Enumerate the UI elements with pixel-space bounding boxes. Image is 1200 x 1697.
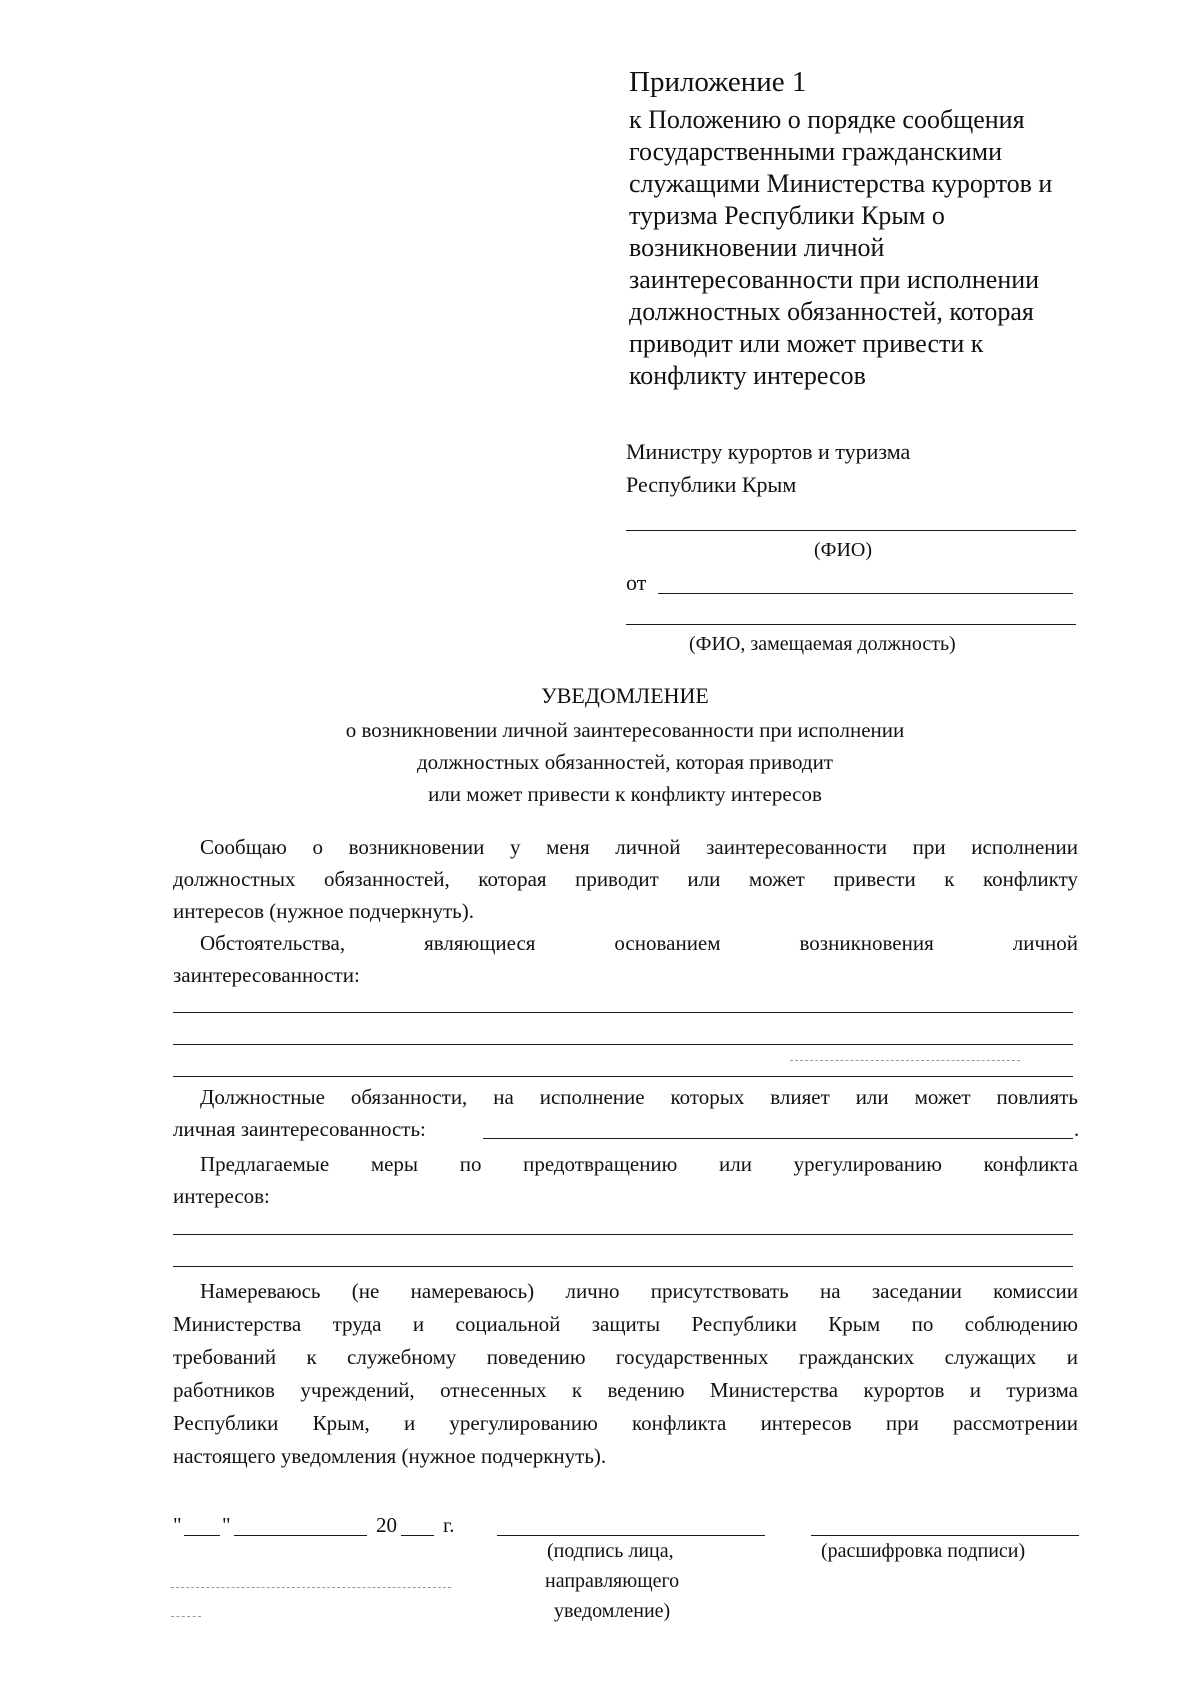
date-month-blank[interactable] [234,1535,367,1536]
date-year-prefix: 20 [376,1513,397,1537]
report-line: интересов (нужное подчеркнуть). [173,899,474,923]
signer-caption-line: направляющего [545,1570,680,1592]
date-year-blank[interactable] [401,1535,434,1536]
decoding-blank-line[interactable] [811,1535,1079,1536]
report-line: Сообщаю о возникновении у меня личной заинтересованности при исполнении [200,835,1078,859]
date-year-suffix: г. [443,1513,455,1537]
notice-title: УВЕДОМЛЕНИЕ [541,683,709,708]
signature-blank-line[interactable] [497,1535,765,1536]
from-blank-line-2[interactable] [626,624,1076,625]
circumstances-blank-line[interactable] [173,1012,1073,1013]
date-quote-close: " [222,1513,231,1537]
circumstances-blank-line[interactable] [173,1076,1073,1077]
duties-line: Должностные обязанности, на исполнение которых влияет или может повлиять [200,1085,1078,1109]
signer-caption-line: (подпись лица, [547,1540,674,1562]
annex-line: должностных обязанностей, которая [629,297,1034,326]
duties-period: . [1074,1117,1080,1141]
intent-line: Министерства труда и социальной защиты Республики Крым по соблюдению [173,1312,1078,1336]
measures-blank-line[interactable] [173,1266,1073,1267]
fio-blank-line[interactable] [626,530,1076,531]
circumstances-line: Обстоятельства, являющиеся основанием возникновения личной [200,931,1078,955]
addressee-line: Министру курортов и туризма [626,439,911,464]
notice-subtitle-line: должностных обязанностей, которая приводит [417,750,833,774]
annex-line: служащими Министерства курортов и [629,169,1053,198]
date-day-blank[interactable] [184,1535,220,1536]
intent-line: Республики Крым, и урегулированию конфликта интересов при рассмотрении [173,1411,1078,1435]
scan-speckle [171,1616,201,1617]
measures-line: интересов: [173,1184,270,1208]
annex-line: к Положению о порядке сообщения [629,105,1025,134]
intent-line: Намереваюсь (не намереваюсь) лично присутствовать на заседании комиссии [200,1279,1078,1303]
duties-blank-line[interactable] [483,1138,1073,1139]
duties-label: личная заинтересованность: [173,1117,426,1141]
notice-subtitle-line: или может привести к конфликту интересов [428,782,822,806]
date-quote-open: " [173,1513,182,1537]
annex-line: заинтересованности при исполнении [629,265,1040,294]
annex-line: возникновении личной [629,233,885,262]
decoding-caption: (расшифровка подписи) [821,1540,1026,1562]
annex-line: конфликту интересов [629,361,866,390]
measures-blank-line[interactable] [173,1234,1073,1235]
scan-speckle [171,1587,451,1588]
intent-line: работников учреждений, отнесенных к ведению Министерства курортов и туризма [173,1378,1078,1402]
annex-line: туризма Республики Крым о [629,201,945,230]
signer-caption-line: уведомление) [554,1600,671,1622]
notice-subtitle-line: о возникновении личной заинтересованности при исполнении [345,718,905,742]
from-caption: (ФИО, замещаемая должность) [689,633,956,655]
circumstances-blank-line[interactable] [173,1044,1073,1045]
from-blank-line[interactable] [658,593,1073,594]
from-label: от [626,570,647,595]
intent-line: требований к служебному поведению государственных гражданских служащих и [173,1345,1078,1369]
report-line: должностных обязанностей, которая приводит или может привести к конфликту [173,867,1078,891]
annex-line: государственными гражданскими [629,137,1003,166]
addressee-line: Республики Крым [626,472,797,497]
annex-line: приводит или может привести к [629,329,984,358]
circumstances-line: заинтересованности: [173,963,360,987]
fio-caption: (ФИО) [814,539,873,561]
scan-speckle [790,1060,1020,1061]
measures-line: Предлагаемые меры по предотвращению или урегулированию конфликта [200,1152,1078,1176]
intent-line: настоящего уведомления (нужное подчеркнуть). [173,1444,607,1468]
annex-title: Приложение 1 [629,66,807,98]
